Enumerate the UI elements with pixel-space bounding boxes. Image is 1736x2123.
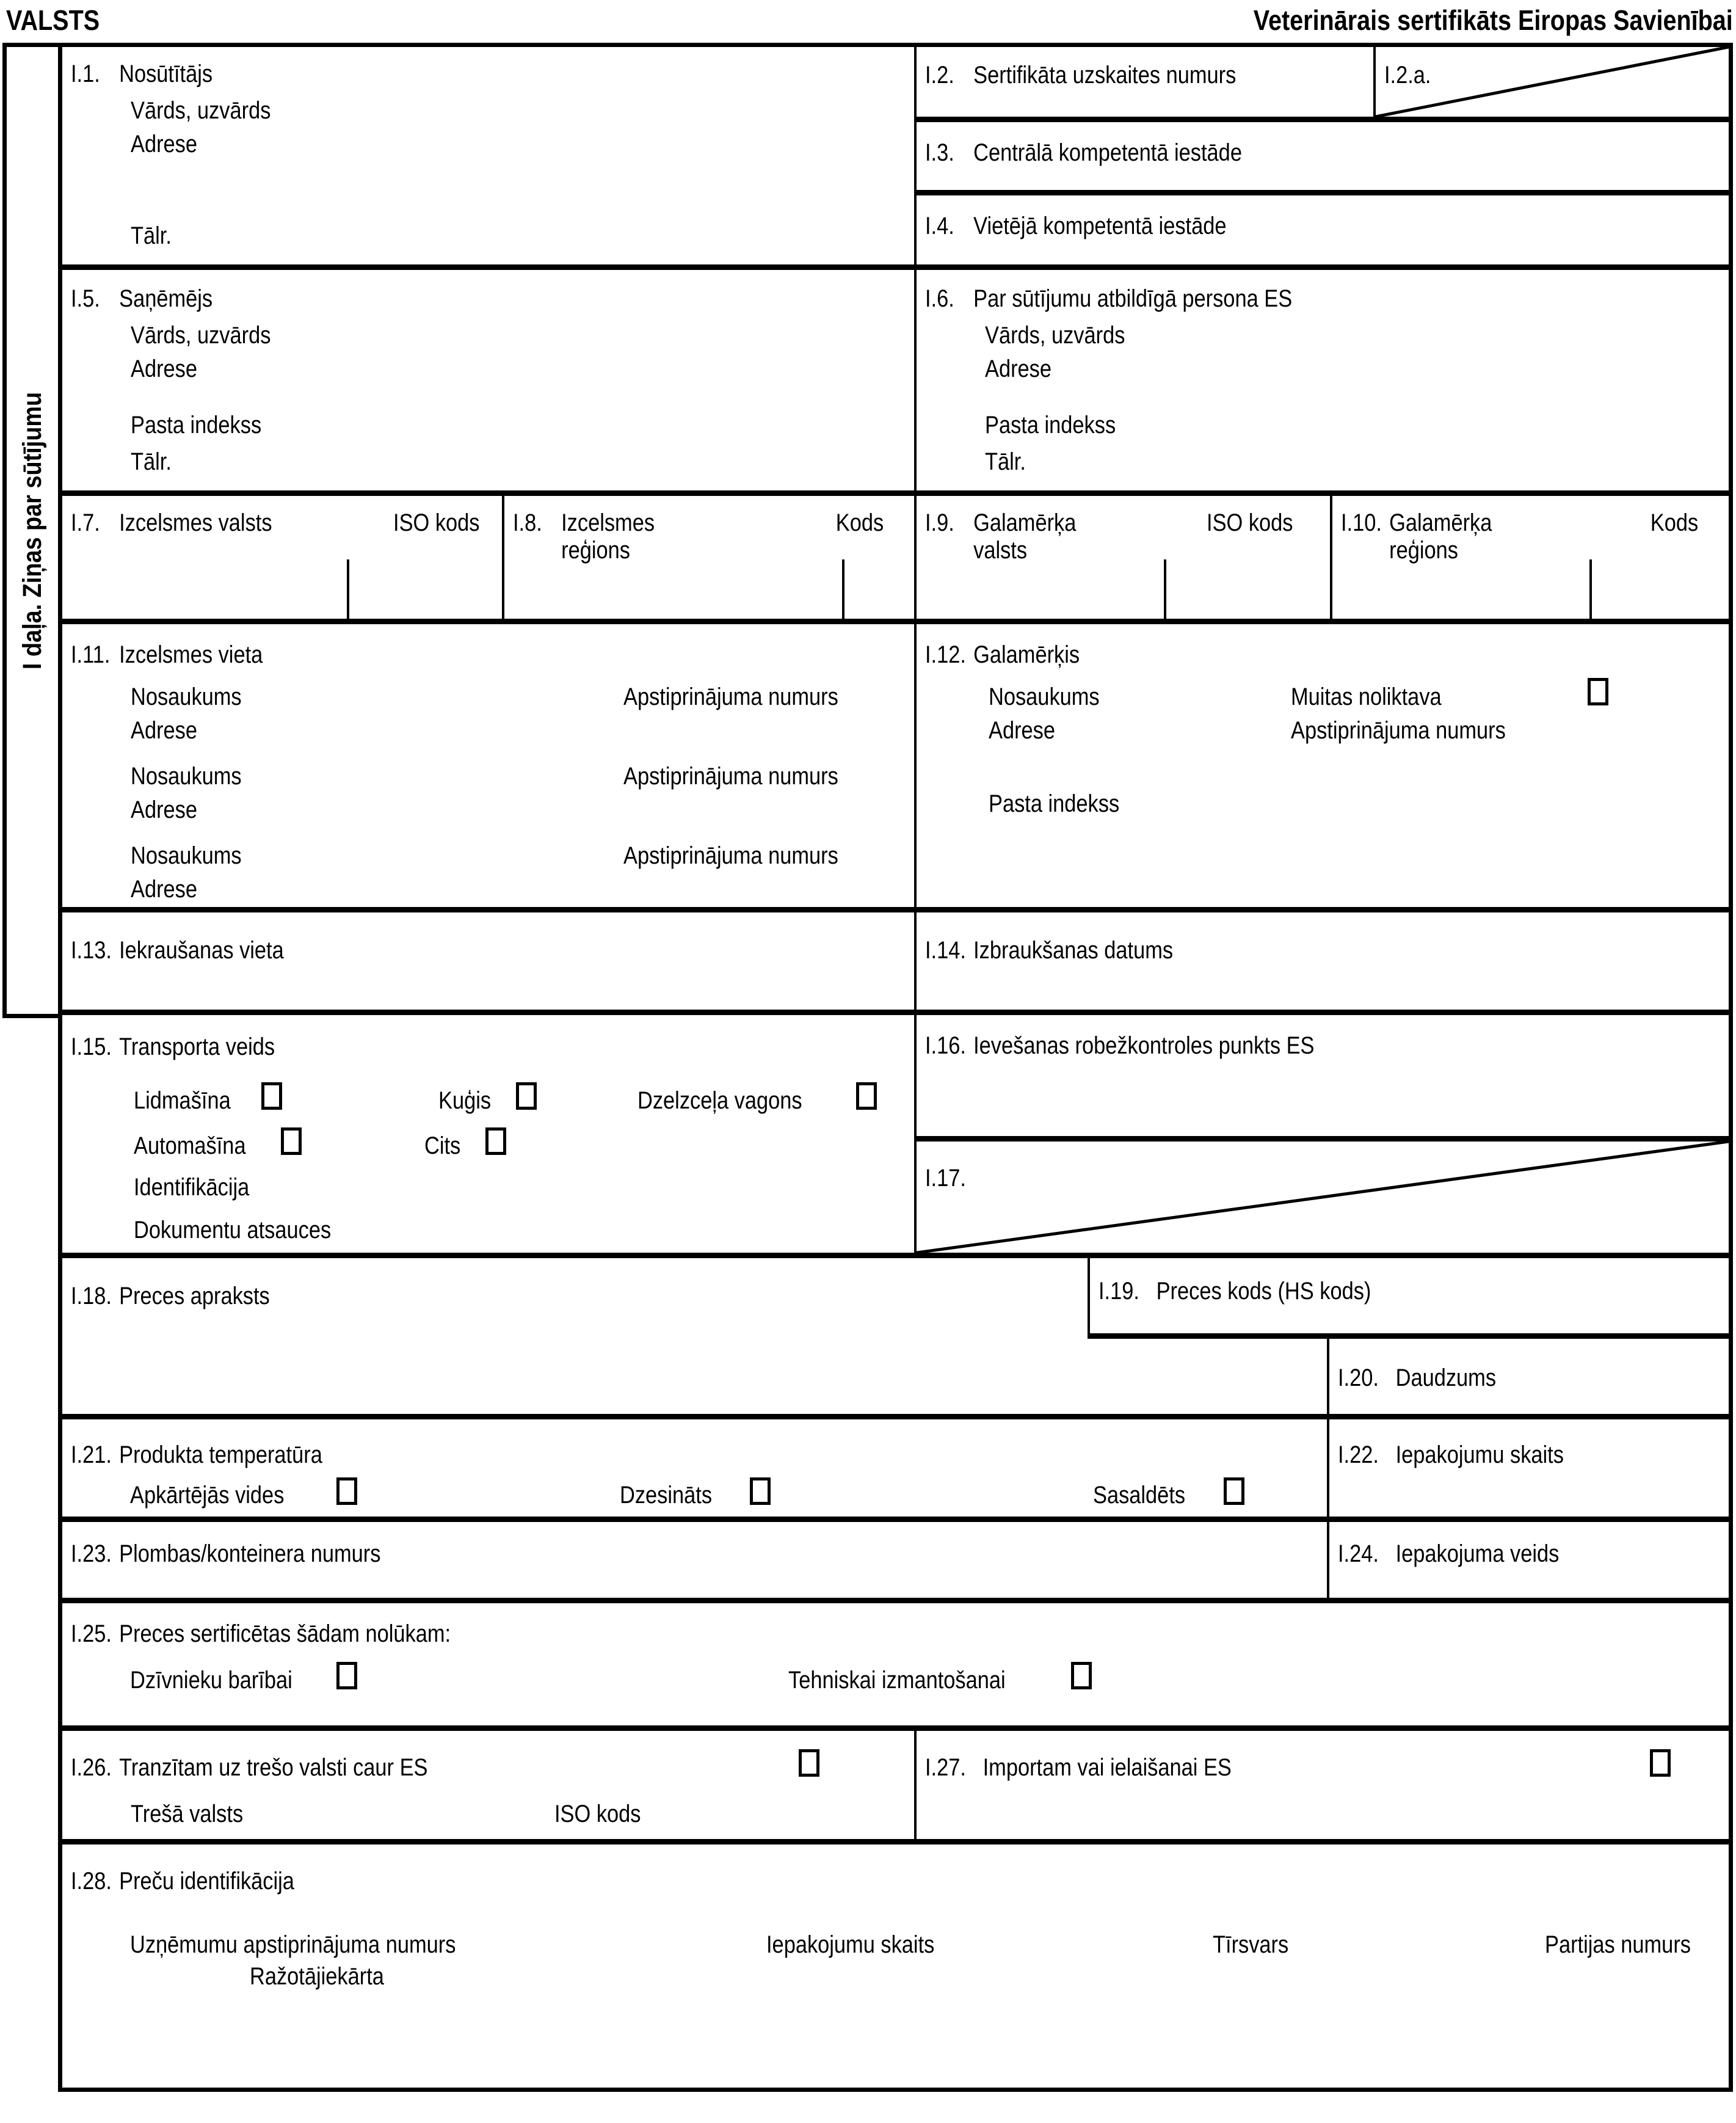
country-heading: VALSTS <box>6 4 100 36</box>
i13-number: I.13. <box>71 937 112 964</box>
i28-label: Preču identifikācija <box>119 1868 294 1895</box>
i6-label: Par sūtījumu atbildīgā persona ES <box>973 285 1293 312</box>
i9-iso-label: ISO kods <box>1207 509 1293 536</box>
i2-zone <box>917 47 1729 122</box>
i6-name-label: Vārds, uzvārds <box>985 322 1125 349</box>
i7-number: I.7. <box>71 509 100 536</box>
i17-number: I.17. <box>925 1165 966 1192</box>
i4-label: Vietējā kompetentā iestāde <box>973 213 1227 239</box>
i26-label: Tranzītam uz trešo valsti caur ES <box>119 1754 428 1781</box>
checkbox-dzesinats[interactable] <box>750 1477 771 1505</box>
i22-number: I.22. <box>1338 1441 1379 1468</box>
field-i21[interactable] <box>62 1419 1327 1517</box>
i15-option-label-kugis: Kuģis <box>438 1087 492 1114</box>
i27-number: I.27. <box>925 1754 966 1781</box>
i5-address-label: Adrese <box>131 355 198 382</box>
i10-entry-divider <box>1589 559 1592 619</box>
field-i11[interactable] <box>62 624 914 907</box>
i11-approval-label-3: Apstiprinājuma numurs <box>623 842 838 869</box>
row-i28 <box>62 1844 1729 2088</box>
i18-number: I.18. <box>71 1283 112 1309</box>
field-i20[interactable] <box>1327 1339 1729 1414</box>
i11-approval-label-1: Apstiprinājuma numurs <box>623 683 838 710</box>
i21-option-label-apkartejas-vides: Apkārtējās vides <box>130 1482 285 1509</box>
checkbox-apkartejas-vides[interactable] <box>336 1477 357 1505</box>
i22-label: Iepakojumu skaits <box>1395 1441 1564 1468</box>
i5-postcode-label: Pasta indekss <box>131 412 262 439</box>
i5-name-label: Vārds, uzvārds <box>131 322 271 349</box>
field-i7[interactable] <box>62 496 502 619</box>
row-i21-i22 <box>62 1419 1729 1522</box>
i7-iso-label: ISO kods <box>393 509 480 536</box>
checkbox-tranzitam-uz-treso-valsti[interactable] <box>799 1749 819 1777</box>
field-i6[interactable] <box>914 270 1729 490</box>
i12-approval-label: Apstiprinājuma numurs <box>1291 717 1506 744</box>
i8-entry-divider <box>842 559 844 619</box>
i25-option-label-dzivnieku-baribai: Dzīvnieku barībai <box>130 1667 292 1694</box>
right-column-a <box>914 47 1729 264</box>
i21-label: Produkta temperatūra <box>119 1441 322 1468</box>
i10-code-label: Kods <box>1650 509 1698 536</box>
row-i11-i12 <box>62 624 1729 912</box>
part-one-side-band <box>2 43 58 1018</box>
row-i15-i17 <box>62 1015 1729 1258</box>
i25-number: I.25. <box>71 1620 112 1647</box>
i9-label: Galamērķa valsts <box>973 509 1077 564</box>
i11-number: I.11. <box>71 641 111 668</box>
i5-number: I.5. <box>71 285 100 312</box>
i11-label: Izcelsmes vieta <box>119 641 263 668</box>
row-i18-i20 <box>62 1258 1729 1419</box>
i10-label: Galamērķa reģions <box>1389 509 1492 564</box>
i9-number: I.9. <box>925 509 954 536</box>
i28-number: I.28. <box>71 1868 112 1895</box>
i7-entry-divider <box>347 559 349 619</box>
i12-name-label: Nosaukums <box>989 683 1100 710</box>
i1-number: I.1. <box>71 60 100 87</box>
i23-number: I.23. <box>71 1540 112 1567</box>
field-i17[interactable] <box>914 1142 1729 1253</box>
field-i15[interactable] <box>62 1015 914 1253</box>
i17-strikethrough-diagonal <box>917 1142 1729 1253</box>
field-i14[interactable] <box>914 912 1729 1010</box>
i6-address-label: Adrese <box>985 355 1052 382</box>
field-i28[interactable] <box>62 1844 1729 2088</box>
i26-number: I.26. <box>71 1754 112 1781</box>
checkbox-dzivnieku-baribai[interactable] <box>336 1662 357 1689</box>
checkbox-importam-vai-ielaisanai[interactable] <box>1650 1749 1671 1777</box>
field-i2a[interactable] <box>1373 47 1729 117</box>
i1-name-label: Vārds, uzvārds <box>131 97 271 124</box>
field-i12[interactable] <box>914 624 1729 907</box>
i28-net-weight-label: Tīrsvars <box>1213 1931 1289 1958</box>
i10-number: I.10. <box>1341 509 1382 536</box>
i6-phone-label: Tālr. <box>985 448 1026 475</box>
field-i16[interactable] <box>914 1015 1729 1142</box>
i25-option-label-tehniskai-izmantosanai: Tehniskai izmantošanai <box>788 1667 1006 1694</box>
i24-number: I.24. <box>1338 1540 1379 1567</box>
field-i2[interactable] <box>917 47 1373 117</box>
i15-option-label-automasina: Automašīna <box>134 1132 246 1159</box>
i15-label: Transporta veids <box>119 1033 275 1060</box>
i8-code-label: Kods <box>835 509 884 536</box>
i23-label: Plombas/konteinera numurs <box>119 1540 381 1567</box>
i11-name-label-3: Nosaukums <box>131 842 242 869</box>
checkbox-kugis[interactable] <box>516 1082 537 1110</box>
i2-label: Sertifikāta uzskaites numurs <box>973 62 1237 89</box>
i15-option-label-lidmasina: Lidmašīna <box>134 1087 231 1114</box>
i19-number: I.19. <box>1099 1278 1139 1305</box>
field-i23[interactable] <box>62 1522 1327 1598</box>
field-i24[interactable] <box>1327 1522 1729 1598</box>
i24-label: Iepakojuma veids <box>1395 1540 1560 1567</box>
i18-label: Preces apraksts <box>119 1283 270 1309</box>
row-i7-i10 <box>62 496 1729 624</box>
part-one-side-label: I daļa. Ziņas par sūtījumu <box>17 391 47 669</box>
i16-number: I.16. <box>925 1032 966 1059</box>
checkbox-cits[interactable] <box>485 1127 506 1155</box>
i5-phone-label: Tālr. <box>131 448 172 475</box>
i16-label: Ievešanas robežkontroles punkts ES <box>973 1032 1315 1059</box>
field-i26[interactable] <box>62 1731 914 1839</box>
field-i4[interactable] <box>917 195 1729 264</box>
i26-third-country-label: Trešā valsts <box>131 1801 244 1827</box>
i8-number: I.8. <box>513 509 542 536</box>
field-i18[interactable] <box>62 1258 1088 1414</box>
i20-label: Daudzums <box>1395 1364 1497 1391</box>
i15-option-label-dzelzcela-vagons: Dzelzceļa vagons <box>637 1087 802 1114</box>
i21-number: I.21. <box>71 1441 112 1468</box>
i6-number: I.6. <box>925 285 954 312</box>
row-i25 <box>62 1603 1729 1731</box>
i8-label: Izcelsmes reģions <box>561 509 655 564</box>
i3-label: Centrālā kompetentā iestāde <box>973 139 1242 166</box>
field-i5[interactable] <box>62 270 914 490</box>
checkbox-dzelzcela-vagons[interactable] <box>856 1082 877 1110</box>
i6-postcode-label: Pasta indekss <box>985 412 1116 439</box>
i12-number: I.12. <box>925 641 966 668</box>
i14-number: I.14. <box>925 937 966 964</box>
field-i25[interactable] <box>62 1603 1729 1725</box>
i9-entry-divider <box>1164 559 1166 619</box>
i11-approval-label-2: Apstiprinājuma numurs <box>623 763 838 790</box>
i15-option-label-cits: Cits <box>424 1132 461 1159</box>
i15-identification-label: Identifikācija <box>134 1174 250 1201</box>
i11-address-label-3: Adrese <box>131 876 198 903</box>
i4-number: I.4. <box>925 213 954 239</box>
row-i1-i4 <box>62 47 1729 270</box>
field-i3[interactable] <box>917 122 1729 195</box>
row-i5-i6 <box>62 270 1729 496</box>
field-i10[interactable] <box>1330 496 1729 619</box>
checkbox-sasaldets[interactable] <box>1224 1477 1244 1505</box>
i3-number: I.3. <box>925 139 954 166</box>
i2-number: I.2. <box>925 62 954 89</box>
i11-address-label-1: Adrese <box>131 717 198 744</box>
field-i22[interactable] <box>1327 1419 1729 1517</box>
field-i8[interactable] <box>502 496 914 619</box>
checkbox-tehniskai-izmantosanai[interactable] <box>1071 1662 1092 1689</box>
checkbox-lidmasina[interactable] <box>261 1082 282 1110</box>
i12-customs-warehouse-label: Muitas noliktava <box>1291 683 1442 710</box>
checkbox-muitas-noliktava[interactable] <box>1588 678 1608 705</box>
i12-address-label: Adrese <box>989 717 1056 744</box>
i20-number: I.20. <box>1338 1364 1379 1391</box>
i28-manufacturing-plant-label: Ražotājiekārta <box>250 1963 384 1990</box>
i21-option-label-dzesinats: Dzesināts <box>620 1482 713 1509</box>
i12-label: Galamērķis <box>973 641 1080 668</box>
i27-label: Importam vai ielaišanai ES <box>982 1754 1232 1781</box>
i14-label: Izbraukšanas datums <box>973 937 1174 964</box>
page-title: Veterinārais sertifikāts Eiropas Savienībai <box>1253 4 1733 36</box>
field-i27[interactable] <box>914 1731 1729 1839</box>
checkbox-automasina[interactable] <box>281 1127 302 1155</box>
i1-phone-label: Tālr. <box>131 222 172 249</box>
i19-label: Preces kods (HS kods) <box>1156 1278 1371 1305</box>
i15-number: I.15. <box>71 1033 112 1060</box>
i26-iso-label: ISO kods <box>554 1801 641 1827</box>
i1-label: Nosūtītājs <box>119 60 213 87</box>
field-i9[interactable] <box>914 496 1330 619</box>
i11-name-label-1: Nosaukums <box>131 683 242 710</box>
row-i26-i27 <box>62 1731 1729 1844</box>
row-i13-i14 <box>62 912 1729 1015</box>
i12-postcode-label: Pasta indekss <box>989 790 1120 817</box>
i28-number-of-packages-label: Iepakojumu skaits <box>766 1931 935 1958</box>
i7-label: Izcelsmes valsts <box>119 509 272 536</box>
i2a-number: I.2.a. <box>1384 62 1431 89</box>
i28-batch-number-label: Partijas numurs <box>1545 1931 1691 1958</box>
i11-address-label-2: Adrese <box>131 796 198 823</box>
i28-establishment-approval-label: Uzņēmumu apstiprinājuma numurs <box>130 1931 456 1958</box>
i13-label: Iekraušanas vieta <box>119 937 284 964</box>
field-i1[interactable] <box>62 47 914 264</box>
i1-address-label: Adrese <box>131 131 198 158</box>
field-i13[interactable] <box>62 912 914 1010</box>
i25-label: Preces sertificētas šādam nolūkam: <box>119 1620 451 1647</box>
form-grid <box>58 43 1733 2092</box>
row-i23-i24 <box>62 1522 1729 1603</box>
i11-name-label-2: Nosaukums <box>131 763 242 790</box>
i15-document-refs-label: Dokumentu atsauces <box>134 1217 332 1244</box>
i21-option-label-sasaldets: Sasaldēts <box>1093 1482 1186 1509</box>
field-i19[interactable] <box>1088 1258 1729 1339</box>
i5-label: Saņēmējs <box>119 285 213 312</box>
